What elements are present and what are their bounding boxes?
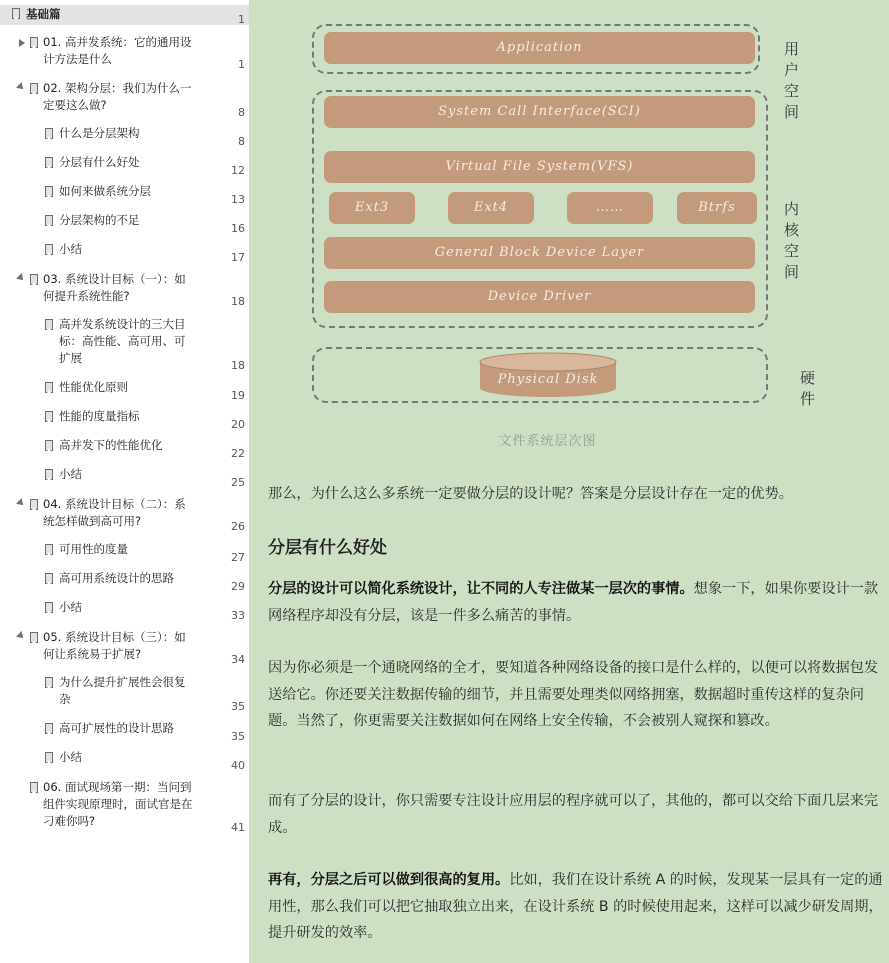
bookmark-icon bbox=[45, 157, 53, 168]
toc-item-summary-05[interactable]: 小结 40 bbox=[0, 749, 250, 771]
bookmark-icon bbox=[12, 8, 20, 19]
label-user-space: 用户空间 bbox=[784, 40, 802, 121]
layer-vfs: Virtual File System(VFS) bbox=[324, 151, 755, 183]
paragraph-simplify-bold: 分层的设计可以简化系统设计，让不同的人专注做某一层次的事情。 bbox=[268, 581, 694, 597]
paragraph-simplify-rest: 想象一下，如果你要设计一款网络程序却没有分层，该是一件多么痛苦的事情。 bbox=[268, 581, 879, 624]
bookmark-icon bbox=[45, 469, 53, 480]
bookmark-icon bbox=[45, 440, 53, 451]
collapse-arrow-icon[interactable] bbox=[16, 82, 26, 92]
bookmark-icon bbox=[45, 186, 53, 197]
bookmark-icon bbox=[45, 677, 53, 688]
toc-item-layering-drawbacks[interactable]: 分层架构的不足 16 bbox=[0, 212, 250, 234]
bookmark-icon bbox=[30, 782, 38, 793]
toc-item-chapter-06[interactable]: 06. 面试现场第一期：当问到组件实现原理时，面试官是在刁难你吗? 41 bbox=[0, 779, 250, 835]
toc-item-high-concurrency-perf[interactable]: 高并发下的性能优化 22 bbox=[0, 437, 250, 459]
layer-device-driver: Device Driver bbox=[324, 281, 755, 313]
toc-item-chapter-05[interactable]: 05. 系统设计目标（三）：如何让系统易于扩展? 34 bbox=[0, 629, 250, 669]
paragraph-reuse-bold: 再有，分层之后可以做到很高的复用。 bbox=[268, 872, 510, 888]
bookmark-icon bbox=[30, 37, 38, 48]
bookmark-icon bbox=[45, 723, 53, 734]
paragraph-with-layering: 而有了分层的设计，你只需要专注设计应用层的程序就可以了，其他的，都可以交给下面几层来完成。 bbox=[268, 793, 879, 836]
toc-item-chapter-04[interactable]: 04. 系统设计目标（二）：系统怎样做到高可用? 26 bbox=[0, 496, 250, 536]
paragraph-network-example: 因为你必须是一个通晓网络的全才，要知道各种网络设备的接口是什么样的，以便可以将数据包发送给它。你还要关注数据传输的细节，并且需要处理类似网络拥塞，数据超时重传这样的复杂问题。当然了，你更需要关注数据如何在网络上安全传输，不会被别人窥探和篡改。 bbox=[268, 660, 879, 729]
toc-item-availability-metrics[interactable]: 可用性的度量 27 bbox=[0, 541, 250, 563]
toc-item-perf-metrics[interactable]: 性能的度量指标 20 bbox=[0, 408, 250, 430]
toc-item-chapter-03[interactable]: 03. 系统设计目标（一）：如何提升系统性能? 18 bbox=[0, 271, 250, 311]
expand-arrow-icon[interactable] bbox=[19, 39, 25, 47]
bookmark-icon bbox=[45, 602, 53, 613]
paragraph-intro: 那么，为什么这么多系统一定要做分层的设计呢？答案是分层设计存在一定的优势。 bbox=[268, 486, 793, 502]
paragraph-simplify bbox=[268, 576, 883, 629]
section-heading: 分层有什么好处 bbox=[268, 538, 387, 558]
label-hardware: 硬件 bbox=[800, 369, 818, 408]
toc-item-perf-principles[interactable]: 性能优化原则 19 bbox=[0, 379, 250, 401]
toc-sidebar bbox=[0, 0, 250, 963]
collapse-arrow-icon[interactable] bbox=[16, 498, 26, 508]
bookmark-icon bbox=[45, 128, 53, 139]
bookmark-icon bbox=[30, 632, 38, 643]
toc-item-chapter-01[interactable]: 01. 高并发系统：它的通用设计方法是什么 1 bbox=[0, 34, 250, 72]
bookmark-icon bbox=[30, 274, 38, 285]
toc-item-what-is-layered[interactable]: 什么是分层架构 8 bbox=[0, 125, 250, 147]
bookmark-icon bbox=[45, 319, 53, 330]
bookmark-icon bbox=[45, 215, 53, 226]
collapse-arrow-icon[interactable] bbox=[16, 631, 26, 641]
toc-item-ha-design[interactable]: 高可用系统设计的思路 29 bbox=[0, 570, 250, 592]
collapse-arrow-icon[interactable] bbox=[16, 273, 26, 283]
layer-ext3: Ext3 bbox=[329, 192, 415, 224]
bookmark-icon bbox=[45, 411, 53, 422]
toc-item-summary-04[interactable]: 小结 33 bbox=[0, 599, 250, 621]
toc-item-scalability-design[interactable]: 高可扩展性的设计思路 35 bbox=[0, 720, 250, 742]
layer-application: Application bbox=[324, 32, 755, 64]
toc-item-layering-benefits[interactable]: 分层有什么好处 12 bbox=[0, 154, 250, 176]
toc-item-how-to-layer[interactable]: 如何来做系统分层 13 bbox=[0, 183, 250, 205]
bookmark-icon bbox=[45, 544, 53, 555]
bookmark-icon bbox=[45, 382, 53, 393]
filesystem-layer-diagram bbox=[300, 22, 818, 412]
paragraph-reuse-rest: 比如，我们在设计系统 A 的时候，发现某一层具有一定的通用性，那么我们可以把它抽取独立出来，在设计系统 B 的时候使用起来，这样可以减少研发周期，提升研发的效率。 bbox=[268, 872, 883, 941]
bookmark-icon bbox=[30, 499, 38, 510]
layer-btrfs: Btrfs bbox=[677, 192, 757, 224]
layer-sci: System Call Interface(SCI) bbox=[324, 96, 755, 128]
bookmark-icon bbox=[30, 83, 38, 94]
layer-gbdl: General Block Device Layer bbox=[324, 237, 755, 269]
layer-ext4: Ext4 bbox=[448, 192, 534, 224]
toc-item-summary-03[interactable]: 小结 25 bbox=[0, 466, 250, 488]
toc-item-why-scaling-hard[interactable]: 为什么提升扩展性会很复杂 35 bbox=[0, 674, 250, 714]
paragraph-reuse bbox=[268, 867, 883, 947]
bookmark-icon bbox=[45, 752, 53, 763]
bookmark-icon bbox=[45, 573, 53, 584]
label-kernel-space: 内核空间 bbox=[784, 200, 802, 281]
figure-caption: 文件系统层次图 bbox=[498, 434, 597, 449]
toc-item-basics[interactable]: 基础篇 1 bbox=[0, 5, 250, 25]
physical-disk-label: Physical Disk bbox=[497, 372, 599, 387]
layer-more-fs: …… bbox=[567, 192, 653, 224]
toc-item-three-goals[interactable]: 高并发系统设计的三大目标：高性能、高可用、可扩展 18 bbox=[0, 316, 250, 372]
bookmark-icon bbox=[45, 244, 53, 255]
toc-item-chapter-02[interactable]: 02. 架构分层：我们为什么一定要这么做? 8 bbox=[0, 80, 250, 120]
physical-disk-icon bbox=[478, 352, 618, 398]
toc-item-summary-02[interactable]: 小结 17 bbox=[0, 241, 250, 263]
